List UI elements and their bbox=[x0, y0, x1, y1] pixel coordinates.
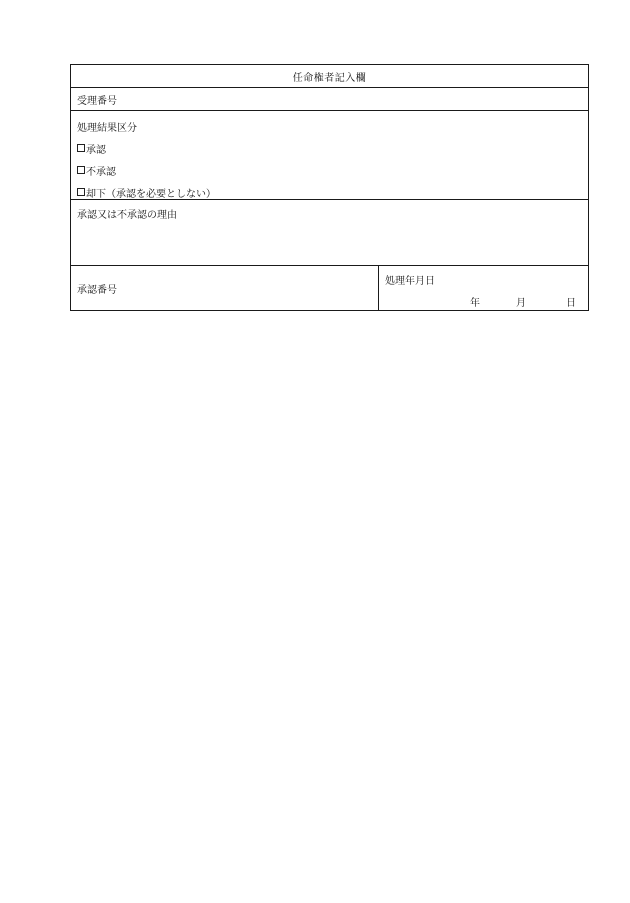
day-unit: 日 bbox=[566, 298, 576, 309]
processing-result-heading bbox=[77, 115, 588, 137]
option-approved[interactable] bbox=[77, 137, 588, 159]
reason-label: 承認又は不承認の理由 bbox=[77, 210, 177, 221]
option-not-approved-label: 不承認 bbox=[86, 166, 116, 178]
receipt-number-label: 受理番号 bbox=[77, 95, 117, 107]
approval-number-label: 承認番号 bbox=[77, 284, 117, 296]
date-units bbox=[470, 294, 576, 309]
not-approved-checkbox[interactable] bbox=[77, 166, 85, 174]
receipt-number-row[interactable] bbox=[71, 87, 588, 110]
approval-number-cell[interactable] bbox=[71, 266, 379, 310]
form-title: 任命権者記入欄 bbox=[292, 72, 367, 84]
month-unit: 月 bbox=[516, 298, 526, 309]
option-approved-label: 承認 bbox=[86, 144, 106, 156]
processing-date-cell[interactable] bbox=[379, 266, 588, 310]
processing-result-label: 処理結果区分 bbox=[77, 122, 137, 134]
processing-date-label: 処理年月日 bbox=[385, 276, 435, 287]
approved-checkbox[interactable] bbox=[77, 144, 85, 152]
bottom-row bbox=[71, 265, 588, 310]
rejected-checkbox[interactable] bbox=[77, 188, 85, 196]
year-unit: 年 bbox=[470, 298, 480, 309]
option-not-approved[interactable] bbox=[77, 159, 588, 181]
processing-result-section bbox=[71, 110, 588, 199]
appointer-entry-form bbox=[70, 64, 589, 311]
form-title-row bbox=[71, 65, 588, 87]
reason-row[interactable] bbox=[71, 199, 588, 265]
option-rejected-label: 却下（承認を必要としない） bbox=[86, 188, 216, 200]
